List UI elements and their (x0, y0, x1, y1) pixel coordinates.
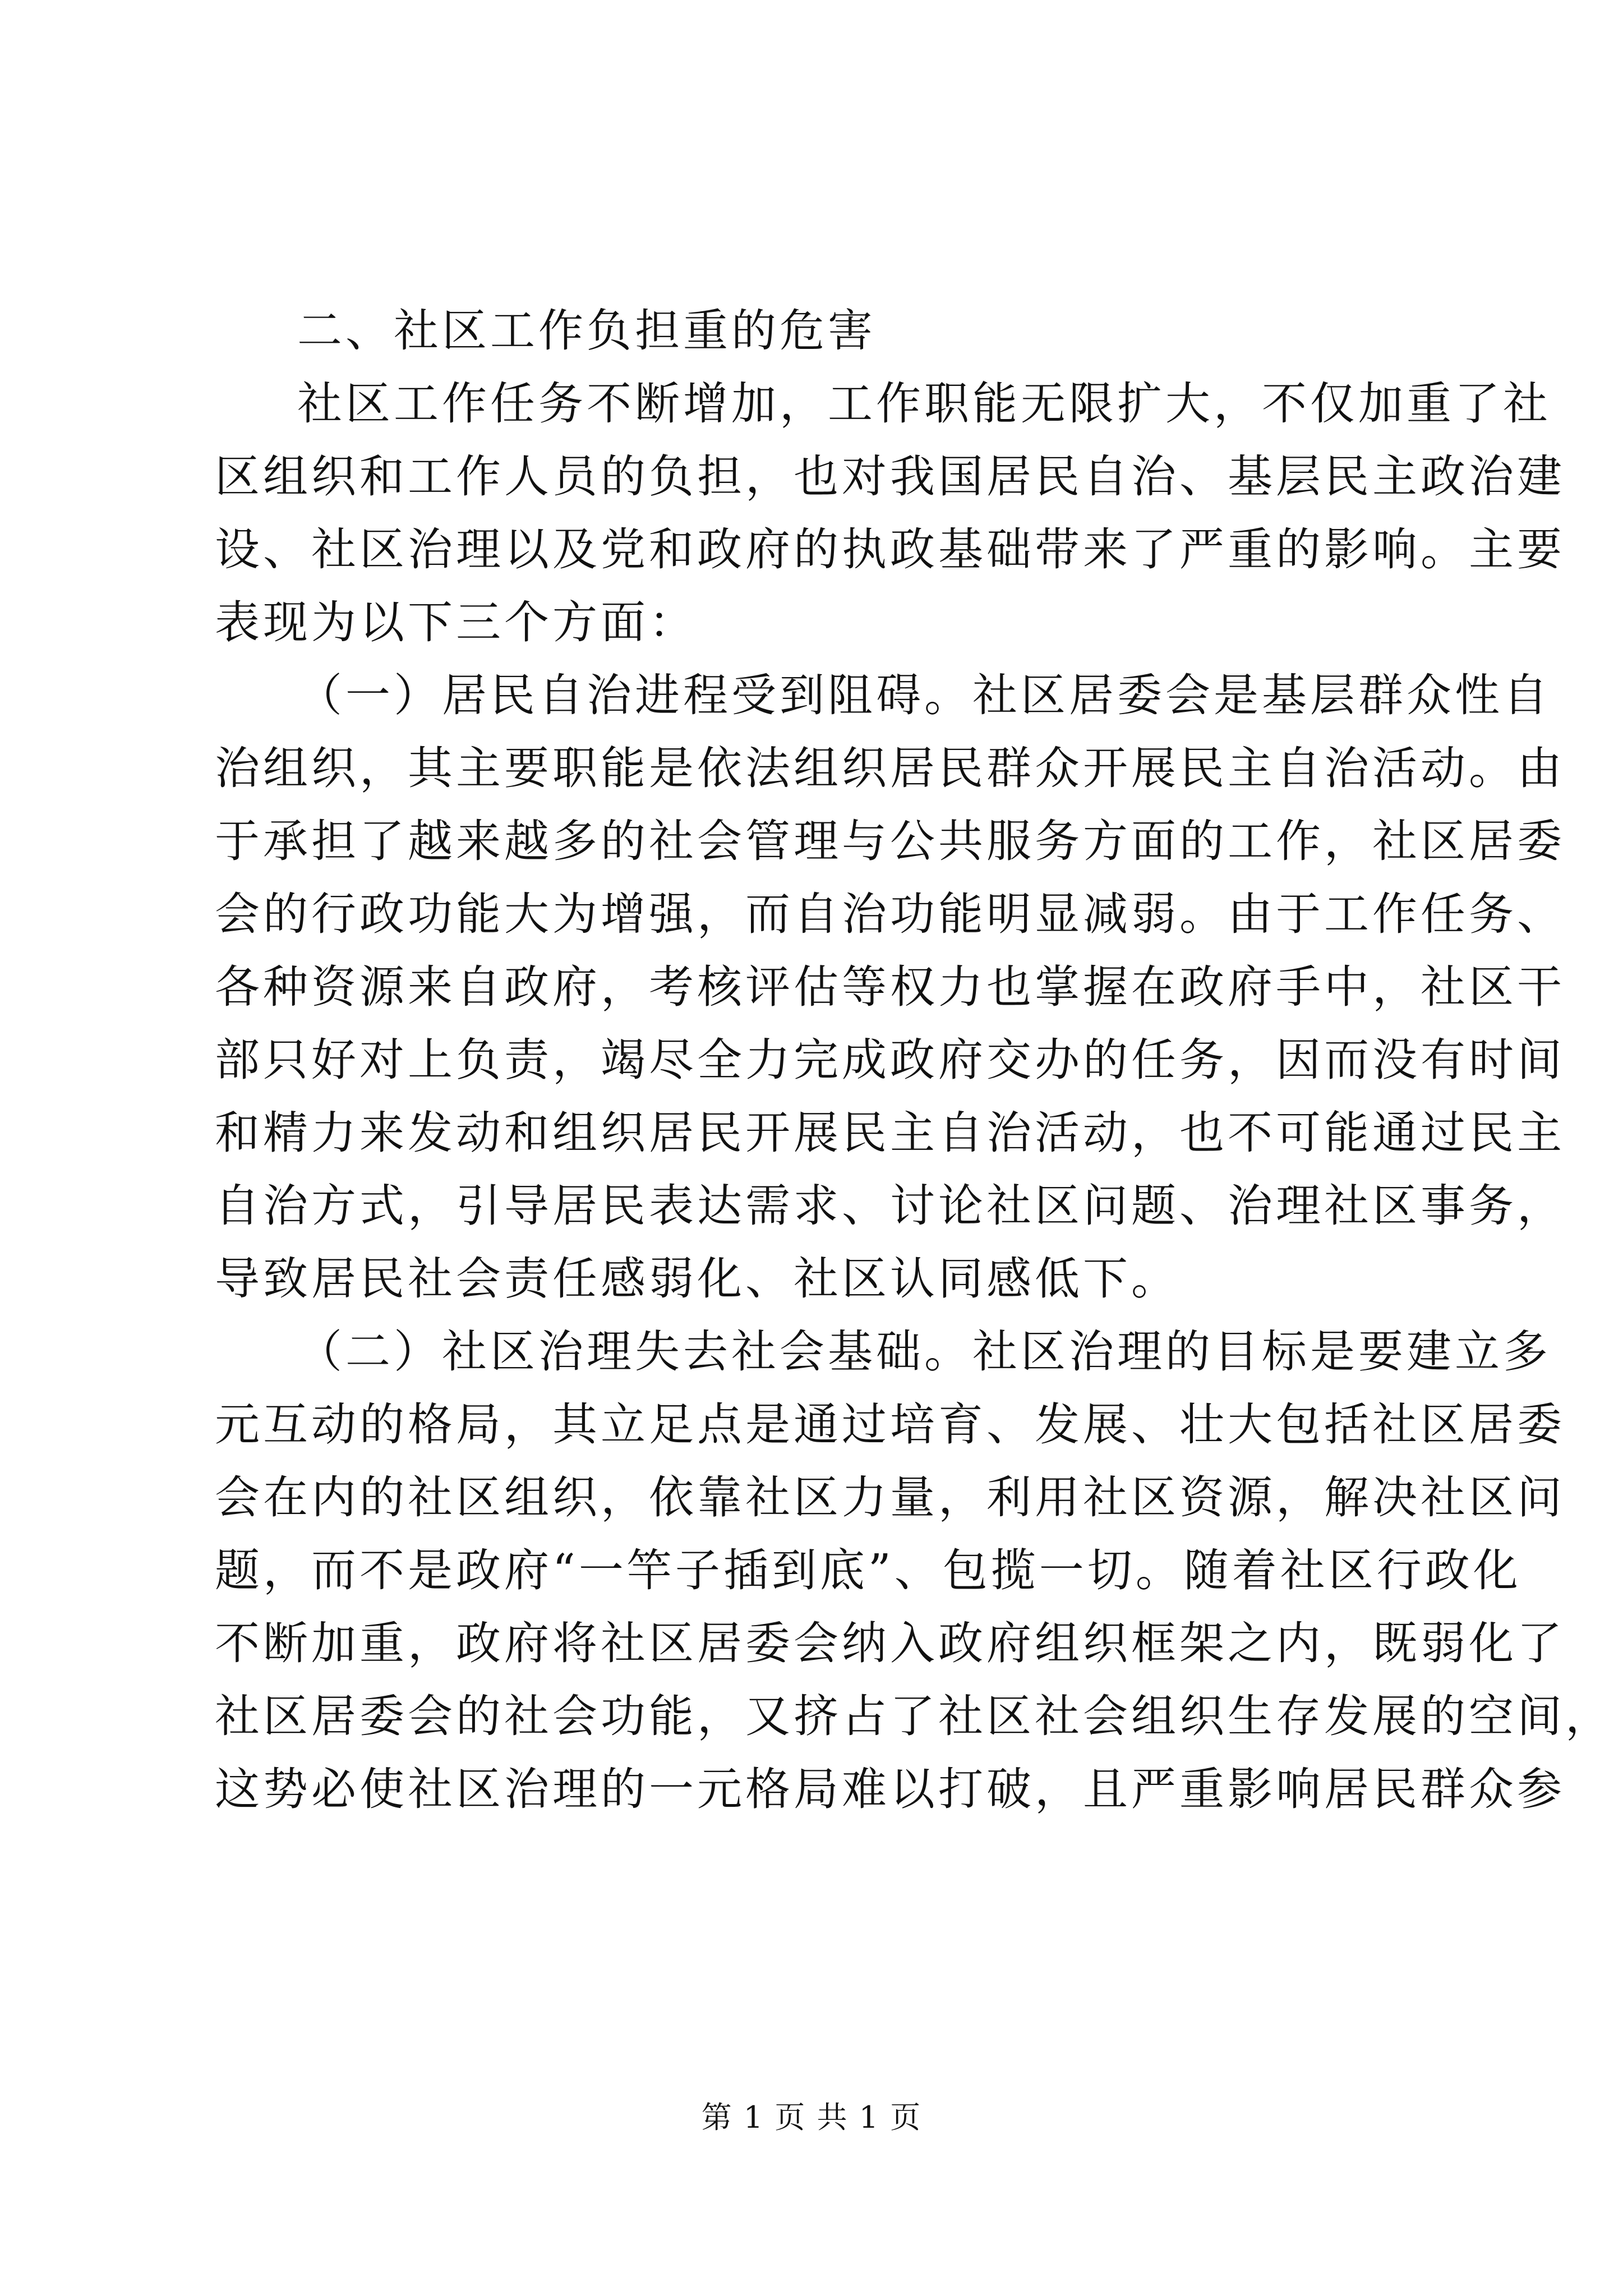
paragraph-line: 区组织和工作人员的负担，也对我国居民自治、基层民主政治建 (215, 450, 1565, 503)
paragraph-line: （一）居民自治进程受到阻碍。社区居委会是基层群众性自 (297, 669, 1551, 721)
page-footer: 第 1 页 共 1 页 (701, 2100, 922, 2135)
paragraph-line: 题，而不是政府“一竿子插到底”、包揽一切。随着社区行政化 (215, 1544, 1521, 1596)
paragraph-line: （二）社区治理失去社会基础。社区治理的目标是要建立多 (297, 1326, 1551, 1378)
paragraph-line: 治组织，其主要职能是依法组织居民群众开展民主自治活动。由 (215, 742, 1565, 794)
paragraph-line: 自治方式，引导居民表达需求、讨论社区问题、治理社区事务， (215, 1180, 1565, 1232)
paragraph-line: 不断加重，政府将社区居委会纳入政府组织框架之内，既弱化了 (215, 1617, 1565, 1669)
paragraph-line: 会的行政功能大为增强，而自治功能明显减弱。由于工作任务、 (215, 888, 1565, 940)
paragraph-line: 设、社区治理以及党和政府的执政基础带来了严重的影响。主要 (215, 523, 1565, 576)
paragraph-line: 表现为以下三个方面： (215, 596, 697, 648)
paragraph-line: 部只好对上负责，竭尽全力完成政府交办的任务，因而没有时间 (215, 1034, 1565, 1086)
paragraph-line: 会在内的社区组织，依靠社区力量，利用社区资源，解决社区问 (215, 1471, 1565, 1524)
paragraph-line: 各种资源来自政府，考核评估等权力也掌握在政府手中，社区干 (215, 961, 1565, 1013)
section-heading: 二、社区工作负担重的危害 (297, 305, 876, 357)
paragraph-line: 这势必使社区治理的一元格局难以打破，且严重影响居民群众参 (215, 1763, 1565, 1815)
paragraph-line: 元互动的格局，其立足点是通过培育、发展、壮大包括社区居委 (215, 1398, 1565, 1451)
paragraph-line: 于承担了越来越多的社会管理与公共服务方面的工作，社区居委 (215, 815, 1565, 867)
paragraph-line: 和精力来发动和组织居民开展民主自治活动，也不可能通过民主 (215, 1107, 1565, 1159)
paragraph-line: 导致居民社会责任感弱化、社区认同感低下。 (215, 1253, 1179, 1305)
paragraph-line: 社区居委会的社会功能，又挤占了社区社会组织生存发展的空间， (215, 1690, 1613, 1742)
paragraph-line: 社区工作任务不断增加，工作职能无限扩大，不仅加重了社 (297, 378, 1551, 430)
